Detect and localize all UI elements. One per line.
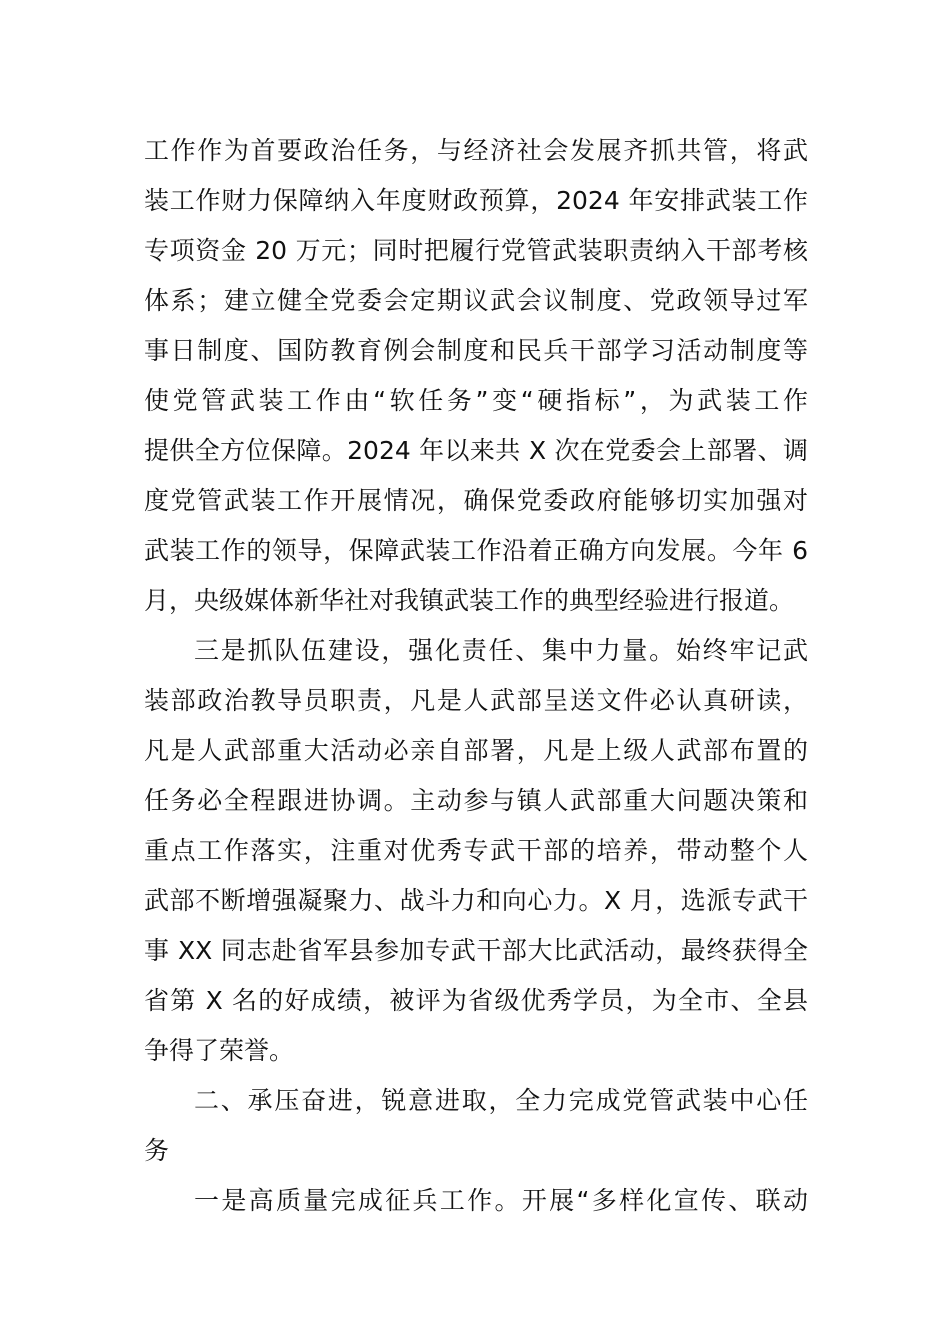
text-line: 武装工作的领导，保障武装工作沿着正确方向发展。今年 6 [144,536,808,565]
section-heading-line: 务 [144,1136,170,1165]
section-heading-line: 二、承压奋进，锐意进取，全力完成党管武装中心任 [194,1086,808,1115]
text-line: 工作作为首要政治任务，与经济社会发展齐抓共管，将武 [144,136,808,165]
text-line: 任务必全程跟进协调。主动参与镇人武部重大问题决策和 [144,786,808,815]
text-line: 省第 X 名的好成绩，被评为省级优秀学员，为全市、全县 [144,986,808,1015]
text-line: 使党管武装工作由“软任务”变“硬指标”，为武装工作 [144,386,808,415]
text-line: 争得了荣誉。 [144,1036,295,1065]
text-line: 重点工作落实，注重对优秀专武干部的培养，带动整个人 [144,836,808,865]
text-line: 装工作财力保障纳入年度财政预算，2024 年安排武装工作 [144,186,808,215]
paragraph-start-line: 三是抓队伍建设，强化责任、集中力量。始终牢记武 [194,636,808,665]
text-line: 装部政治教导员职责，凡是人武部呈送文件必认真研读， [144,686,808,715]
text-line: 凡是人武部重大活动必亲自部署，凡是上级人武部布置的 [144,736,808,765]
text-line: 武部不断增强凝聚力、战斗力和向心力。X 月，选派专武干 [144,886,808,915]
text-line: 事日制度、国防教育例会制度和民兵干部学习活动制度等 [144,336,808,365]
text-line: 提供全方位保障。2024 年以来共 X 次在党委会上部署、调 [144,436,808,465]
paragraph-start-line: 一是高质量完成征兵工作。开展“多样化宣传、联动 [194,1186,808,1215]
document-body [144,126,808,1226]
text-line: 月，央级媒体新华社对我镇武装工作的典型经验进行报道。 [144,586,795,615]
text-line: 体系；建立健全党委会定期议武会议制度、党政领导过军 [144,286,808,315]
text-line: 事 XX 同志赴省军县参加专武干部大比武活动，最终获得全 [144,936,808,965]
text-line: 专项资金 20 万元；同时把履行党管武装职责纳入干部考核 [144,236,808,265]
text-line: 度党管武装工作开展情况，确保党委政府能够切实加强对 [144,486,808,515]
